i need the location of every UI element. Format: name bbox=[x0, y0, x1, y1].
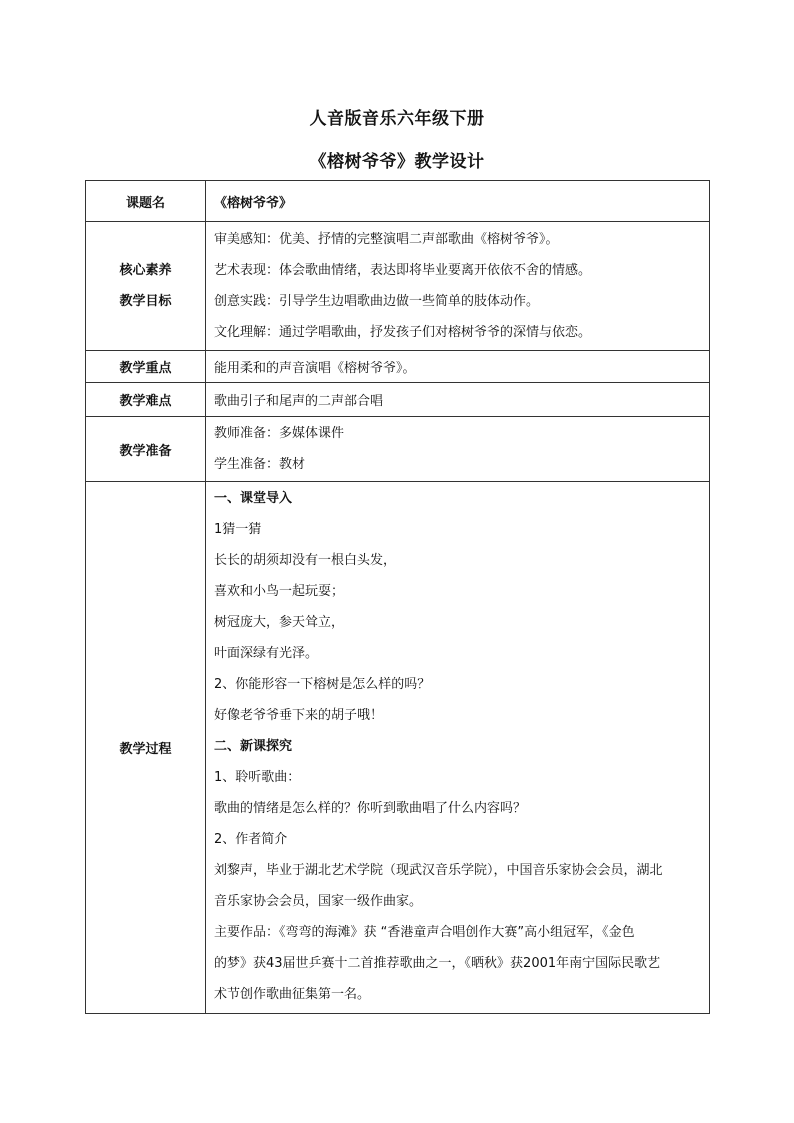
goals-label-line1: 核心素养 bbox=[119, 263, 172, 278]
process-line: 术节创作歌曲征集第一名。 bbox=[214, 987, 371, 1002]
process-line: 树冠庞大，参天耸立， bbox=[214, 615, 345, 630]
preparation-item: 学生准备：教材 bbox=[214, 457, 306, 472]
document-title: 人音版音乐六年级下册 bbox=[309, 109, 485, 129]
key-point-label: 教学重点 bbox=[86, 351, 206, 383]
process-line: 叶面深绿有光泽。 bbox=[214, 646, 319, 661]
process-line: 刘黎声，毕业于湖北艺术学院（现武汉音乐学院），中国音乐家协会会员，湖北 bbox=[214, 863, 663, 878]
goals-label-line2: 教学目标 bbox=[119, 294, 172, 309]
preparation-content bbox=[206, 417, 710, 482]
topic-label: 课题名 bbox=[86, 181, 206, 222]
difficulty-label: 教学难点 bbox=[86, 383, 206, 417]
preparation-label: 教学准备 bbox=[86, 417, 206, 482]
process-line: 2、作者简介 bbox=[214, 832, 288, 847]
process-section-heading: 二、新课探究 bbox=[214, 739, 293, 754]
process-section-heading: 一、课堂导入 bbox=[214, 491, 293, 506]
process-content bbox=[206, 482, 710, 1014]
process-line: 1、聆听歌曲： bbox=[214, 770, 301, 785]
lesson-plan-table bbox=[85, 180, 710, 1014]
preparation-item: 教师准备：多媒体课件 bbox=[214, 426, 345, 441]
process-line: 2、你能形容一下榕树是怎么样的吗？ bbox=[214, 677, 431, 692]
goals-label bbox=[86, 222, 206, 351]
process-line: 音乐家协会会员，国家一级作曲家。 bbox=[214, 894, 423, 909]
goal-item: 创意实践：引导学生边唱歌曲边做一些简单的肢体动作。 bbox=[214, 294, 540, 309]
key-point-value: 能用柔和的声音演唱《榕树爷爷》。 bbox=[206, 351, 710, 383]
goal-item: 文化理解：通过学唱歌曲，抒发孩子们对榕树爷爷的深情与依恋。 bbox=[214, 325, 592, 340]
difficulty-value: 歌曲引子和尾声的二声部合唱 bbox=[206, 383, 710, 417]
process-line: 喜欢和小鸟一起玩耍； bbox=[214, 584, 345, 599]
process-label: 教学过程 bbox=[86, 482, 206, 1014]
process-line: 的梦》获43届世乒赛十二首推荐歌曲之一，《晒秋》获2001年南宁国际民歌艺 bbox=[214, 956, 661, 971]
table-row-topic bbox=[86, 181, 710, 222]
table-row-goals bbox=[86, 222, 710, 351]
goal-item: 艺术表现：体会歌曲情绪，表达即将毕业要离开依依不舍的情感。 bbox=[214, 263, 592, 278]
process-line: 歌曲的情绪是怎么样的？你听到歌曲唱了什么内容吗？ bbox=[214, 801, 527, 816]
table-row-preparation bbox=[86, 417, 710, 482]
process-line: 长长的胡须却没有一根白头发， bbox=[214, 553, 397, 568]
goal-item: 审美感知：优美、抒情的完整演唱二声部歌曲《榕树爷爷》。 bbox=[214, 232, 559, 247]
table-row-key-point bbox=[86, 351, 710, 383]
topic-value: 《榕树爷爷》 bbox=[206, 181, 710, 222]
table-row-process bbox=[86, 482, 710, 1014]
table-row-difficulty bbox=[86, 383, 710, 417]
process-line: 好像老爷爷垂下来的胡子哦！ bbox=[214, 708, 384, 723]
process-line: 主要作品：《弯弯的海滩》获 “香港童声合唱创作大赛”高小组冠军，《金色 bbox=[214, 925, 635, 940]
document-subtitle: 《榕树爷爷》教学设计 bbox=[309, 152, 485, 172]
goals-content bbox=[206, 222, 710, 351]
process-line: 1猜一猜 bbox=[214, 522, 262, 537]
